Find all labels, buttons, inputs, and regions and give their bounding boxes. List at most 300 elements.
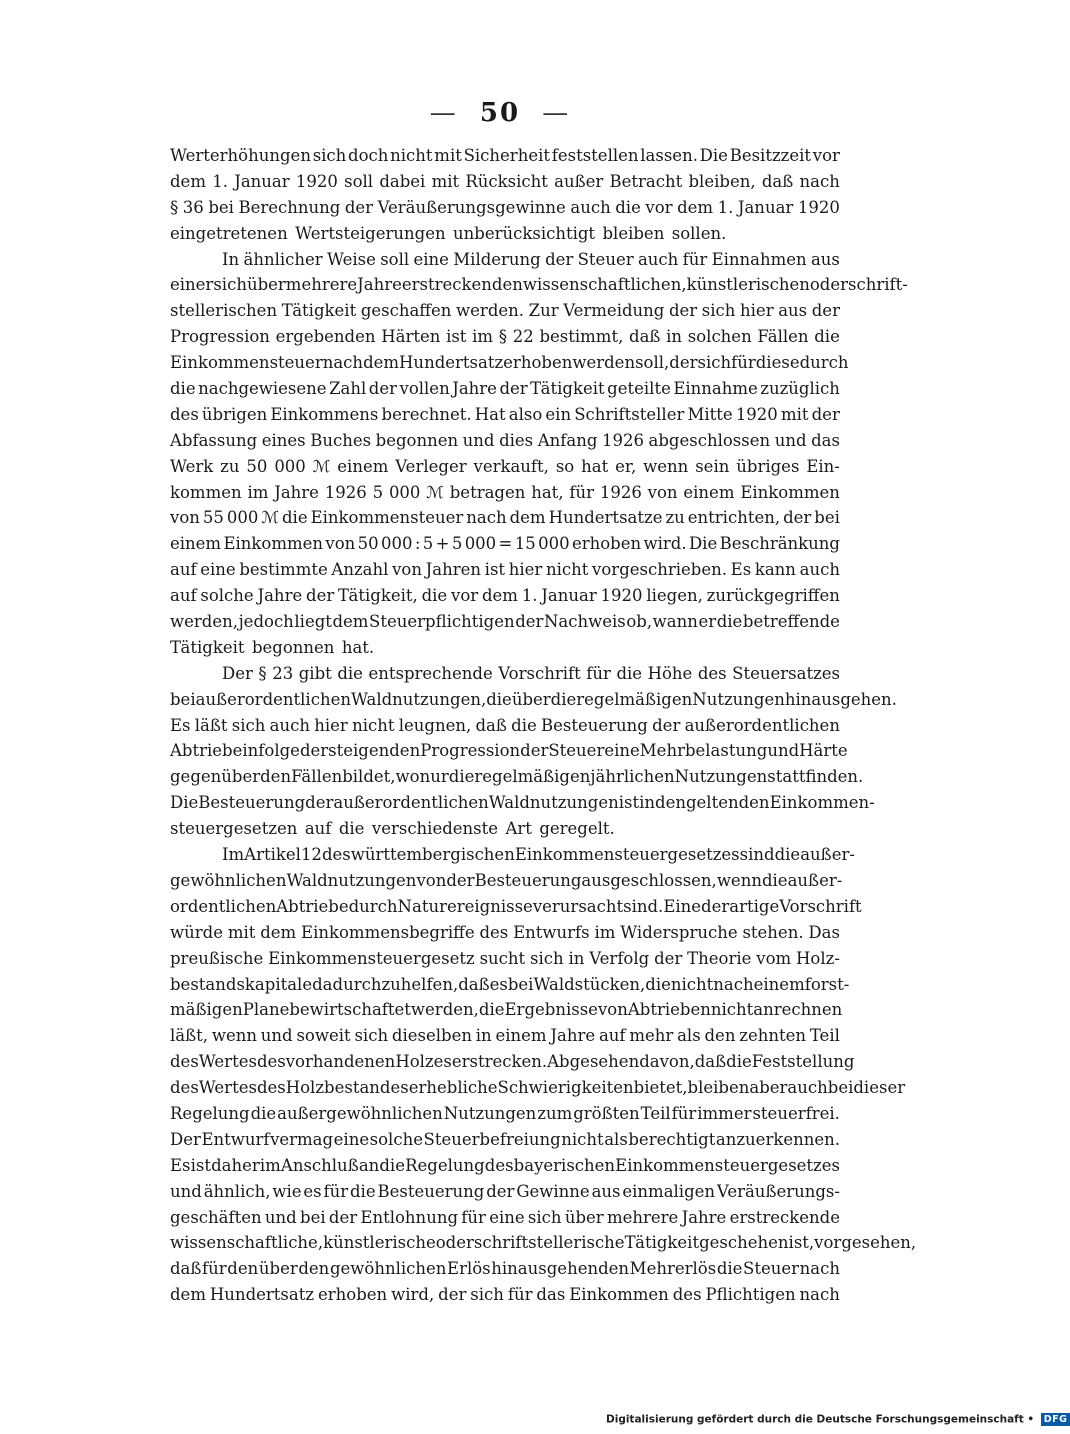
word: einer — [170, 275, 214, 295]
word: Regelung — [405, 1155, 485, 1175]
word: Steuerbefreiung — [423, 1129, 561, 1149]
word: künstlerischen — [686, 275, 810, 295]
word: jedoch — [238, 612, 294, 632]
word: Einnahme — [673, 379, 758, 399]
word: Steuersatzes — [732, 663, 840, 683]
word: des — [170, 1052, 199, 1072]
word: Das — [808, 922, 840, 942]
word: nicht — [561, 1129, 604, 1149]
word: für — [586, 663, 611, 683]
word: 000 — [538, 534, 570, 554]
word: ist — [484, 560, 506, 580]
word: außer — [554, 171, 604, 191]
text-line — [170, 1000, 843, 1026]
word: Beschränkung — [719, 534, 840, 554]
word: die — [281, 508, 308, 528]
word: daß — [629, 327, 661, 347]
word: wo — [395, 767, 420, 787]
word: vorgeschrieben. — [592, 560, 727, 580]
word: der — [499, 379, 528, 399]
word: und — [260, 1026, 293, 1046]
word: die — [761, 870, 788, 890]
word: mit — [227, 922, 256, 942]
word: der — [328, 1207, 358, 1227]
word: regelmäßigen — [576, 689, 693, 709]
word: vollen — [399, 379, 450, 399]
word: dies — [499, 430, 534, 450]
body-text — [170, 146, 917, 1311]
text-line — [170, 689, 897, 716]
word: von — [416, 870, 447, 890]
word: solche — [200, 586, 254, 606]
word: wissenschaftlichen, — [522, 275, 687, 295]
word: Einkommensteuergesetzes — [514, 845, 740, 865]
word: vor — [645, 197, 673, 217]
word: Waldnutzungen — [286, 870, 417, 890]
word: die — [338, 819, 365, 839]
word: die — [486, 689, 512, 709]
word: mehrere — [606, 1207, 679, 1227]
word: begonnen — [375, 430, 459, 450]
word: daß — [170, 1259, 202, 1279]
word: sind. — [623, 896, 664, 916]
word: Januar — [737, 197, 794, 217]
text-line — [170, 301, 840, 327]
word: Mitte — [687, 404, 733, 424]
word: Plane — [242, 1000, 290, 1020]
text-line — [170, 379, 840, 405]
word: + — [435, 534, 450, 554]
word: vermag — [270, 1129, 334, 1149]
word: und — [264, 1207, 297, 1227]
word: Mehrbelastung — [639, 741, 768, 761]
word: gegenüber — [170, 767, 261, 787]
word: ist — [190, 1155, 211, 1175]
word: nicht — [352, 715, 395, 735]
word: auf — [170, 586, 197, 606]
word: oder — [809, 275, 849, 295]
word: hinausgehen. — [784, 689, 897, 709]
word: die — [379, 1155, 405, 1175]
word: Ein- — [806, 456, 840, 476]
word: vorgesehen, — [814, 1233, 917, 1253]
word: nicht — [390, 146, 433, 165]
word: Tätigkeit — [170, 637, 245, 657]
word: Veräußerungs- — [716, 1181, 840, 1201]
word: verschiedenste — [371, 819, 499, 839]
word: soll — [344, 171, 374, 191]
word: entrichten, — [687, 508, 781, 528]
word: dem — [677, 197, 714, 217]
page-number: 50 — [479, 98, 521, 128]
word: Theorie — [687, 948, 752, 968]
word: Besteuerung — [474, 870, 582, 890]
word: 36 — [182, 197, 204, 217]
word: Buches — [310, 430, 372, 450]
word: regelmäßigen — [474, 767, 591, 787]
word: einem — [170, 534, 222, 554]
word: Steuer — [548, 741, 605, 761]
word: sich — [312, 146, 347, 165]
word: 1926 — [599, 482, 642, 502]
word: § — [170, 197, 179, 217]
word: stattfinden. — [767, 767, 864, 787]
word: Besteuerung — [541, 715, 648, 735]
word: des — [484, 1155, 514, 1175]
word: entsprechende — [368, 663, 493, 683]
word: aus — [810, 249, 840, 269]
word: nicht — [545, 560, 589, 580]
word: Holzes — [395, 1052, 452, 1072]
word: erhebliche — [408, 1078, 498, 1098]
word: Abfassung — [170, 430, 258, 450]
word: den — [704, 1026, 736, 1046]
word: Schriftsteller — [574, 404, 685, 424]
text-line — [170, 1285, 840, 1311]
word: 22 — [512, 327, 534, 347]
word: Abtriebe — [276, 896, 349, 916]
word: kann — [754, 560, 796, 580]
word: hat — [581, 456, 609, 476]
word: geltenden — [685, 793, 770, 813]
word: Tätigkeit — [281, 301, 357, 321]
text-line — [170, 586, 840, 612]
word: für — [671, 1103, 697, 1123]
word: immer — [697, 1103, 752, 1123]
word: die — [716, 1259, 743, 1279]
word: von — [597, 1000, 628, 1020]
word: die — [726, 1052, 752, 1072]
word: mit — [434, 146, 462, 165]
word: über — [258, 1259, 298, 1279]
word: soll — [380, 249, 410, 269]
word: Besteuerung — [198, 793, 306, 813]
word: läßt, — [170, 1026, 209, 1046]
word: Besteuerung — [377, 1181, 485, 1201]
word: der — [438, 1285, 467, 1305]
word: dabei — [379, 171, 426, 191]
word: Einkommen- — [769, 793, 875, 813]
word: 55 — [202, 508, 224, 528]
word: Berechnung — [238, 197, 341, 217]
word: Gewinne — [516, 1181, 590, 1201]
text-line — [170, 612, 840, 638]
word: die — [478, 1000, 505, 1020]
word: des — [672, 1285, 702, 1305]
word: mit — [780, 404, 809, 424]
word: 23 — [272, 663, 294, 683]
word: Teil — [640, 1103, 671, 1123]
word: einem — [683, 482, 735, 502]
word: Steuer — [743, 1259, 800, 1279]
word: den — [227, 1259, 259, 1279]
word: Tätigkeit — [624, 1233, 700, 1253]
word: durch — [348, 896, 398, 916]
word: Teil — [809, 1026, 840, 1046]
word: dem — [481, 586, 518, 606]
word: Regelung — [170, 1103, 250, 1123]
word: Holzbestandes — [285, 1078, 409, 1098]
word: für — [682, 249, 708, 269]
word: eine — [604, 741, 640, 761]
word: württembergischen — [350, 845, 515, 865]
word: Einkommen — [740, 482, 840, 502]
word: auch — [570, 197, 611, 217]
text-line — [170, 250, 840, 276]
word: das — [811, 430, 840, 450]
word: Anfang — [537, 430, 598, 450]
word: Vorschrift — [779, 896, 862, 916]
word: helfen, — [400, 974, 459, 994]
word: erhoben — [571, 534, 642, 554]
word: Es — [170, 1155, 191, 1175]
word: die — [448, 767, 475, 787]
word: für — [507, 1285, 533, 1305]
word: Tätigkeit, — [338, 586, 418, 606]
word: wird. — [643, 534, 687, 554]
word: liegen, — [646, 586, 703, 606]
word: auf — [598, 1026, 626, 1046]
word: Waldnutzungen, — [350, 689, 487, 709]
word: der — [545, 249, 574, 269]
word: Die — [699, 146, 728, 165]
word: und — [462, 430, 495, 450]
word: derartige — [701, 896, 780, 916]
text-line — [170, 1026, 840, 1052]
text-line — [170, 172, 840, 198]
word: Der — [222, 663, 253, 683]
word: das — [536, 1285, 566, 1305]
word: von — [392, 560, 422, 580]
word: dem — [170, 1285, 206, 1305]
word: sich — [470, 1285, 504, 1305]
word: bietet, — [633, 1078, 688, 1098]
page-header — [0, 98, 1000, 128]
word: Mehrerlös — [629, 1259, 717, 1279]
word: auf — [170, 560, 197, 580]
word: betragen — [449, 482, 526, 502]
word: sich — [530, 948, 564, 968]
word: Eine — [663, 896, 702, 916]
text-line — [170, 457, 840, 483]
text-line — [170, 327, 840, 353]
word: nicht — [670, 974, 714, 994]
word: 12 — [300, 845, 322, 865]
word: Hat — [474, 404, 506, 424]
word: zum — [537, 1103, 573, 1123]
word: von — [170, 508, 200, 528]
word: der — [446, 870, 475, 890]
word: dem — [260, 922, 297, 942]
word: im — [247, 482, 269, 502]
word: der — [305, 793, 334, 813]
word: für — [323, 1181, 349, 1201]
word: Waldnutzungen — [488, 793, 619, 813]
word: die — [774, 845, 801, 865]
word: geschäften — [170, 1207, 262, 1227]
word: bayerischen — [513, 1155, 616, 1175]
word: Werterhöhungen — [170, 146, 311, 165]
word: Rücksicht — [465, 171, 548, 191]
word: nach — [466, 508, 507, 528]
word: der — [654, 948, 683, 968]
word: Weise — [326, 249, 376, 269]
word: ℳ — [426, 482, 444, 502]
text-line — [170, 741, 848, 767]
word: wird, — [391, 1285, 435, 1305]
word: Wertes — [198, 1052, 257, 1072]
word: Der — [170, 1129, 201, 1149]
word: auf — [304, 819, 332, 839]
word: auch — [637, 249, 679, 269]
word: Abtriebe — [170, 741, 243, 761]
word: bleiben — [602, 223, 665, 243]
word: bestimmte — [239, 560, 328, 580]
word: Einkommen — [223, 534, 324, 554]
text-line — [170, 353, 849, 379]
word: dem — [363, 353, 400, 373]
word: Verleger — [395, 456, 467, 476]
word: davon, — [639, 1052, 695, 1072]
word: Entwurfs — [513, 922, 590, 942]
word: betreffende — [742, 612, 840, 632]
word: werden — [572, 353, 636, 373]
word: forst- — [804, 974, 850, 994]
word: den — [655, 793, 686, 813]
word: vorhandenen — [285, 1052, 396, 1072]
word: Betracht — [609, 171, 683, 191]
word: der — [668, 301, 698, 321]
word: Wertes — [198, 1078, 257, 1098]
word: Januar — [234, 171, 290, 191]
word: auch — [787, 1078, 828, 1098]
word: nachgewiesene — [198, 379, 327, 399]
word: daß — [475, 715, 507, 735]
word: : — [414, 534, 421, 554]
word: werden, — [170, 612, 238, 632]
word: auch — [799, 560, 840, 580]
word: aus — [591, 1181, 621, 1201]
word: mit — [431, 171, 460, 191]
word: steuerfrei. — [752, 1103, 840, 1123]
word: der — [486, 1181, 515, 1201]
word: Fällen — [757, 327, 809, 347]
word: sich — [354, 1026, 389, 1046]
word: Fällen — [291, 767, 343, 787]
word: Veräußerungsgewinne — [377, 197, 566, 217]
word: über — [511, 689, 551, 709]
word: Milderung — [453, 249, 541, 269]
word: eine — [200, 560, 236, 580]
word: 50 — [357, 534, 379, 554]
word: geschehen — [699, 1233, 789, 1253]
word: 5 — [372, 482, 384, 502]
text-line — [170, 1156, 840, 1182]
word: gibt — [298, 663, 332, 683]
word: bei — [170, 689, 196, 709]
word: durch — [799, 353, 849, 373]
word: Art — [505, 819, 532, 839]
word: sich — [213, 275, 247, 295]
word: Vorschrift — [498, 663, 581, 683]
word: Jahre — [452, 379, 497, 399]
word: Tätigkeit — [530, 379, 605, 399]
word: vor — [451, 586, 479, 606]
word: = — [498, 534, 513, 554]
word: geteilte — [607, 379, 671, 399]
word: ergebenden — [275, 327, 376, 347]
word: 1920 — [797, 197, 840, 217]
word: hier — [508, 560, 543, 580]
word: ℳ — [312, 456, 331, 476]
word: gewöhnlichen — [329, 1259, 447, 1279]
word: hat. — [341, 637, 375, 657]
text-line — [170, 638, 840, 664]
word: ist — [446, 327, 467, 347]
word: verkauft, — [473, 456, 549, 476]
word: werden, — [410, 1000, 479, 1020]
word: stehen. — [742, 922, 804, 942]
word: preußische — [170, 948, 264, 968]
word: wenn — [211, 1026, 257, 1046]
word: ob, — [626, 612, 653, 632]
word: für — [731, 353, 756, 373]
word: daß — [458, 974, 490, 994]
word: für — [202, 1259, 227, 1279]
word: erstrecken. — [451, 1052, 548, 1072]
word: als — [677, 1026, 701, 1046]
word: der — [669, 353, 698, 373]
word: der — [344, 197, 374, 217]
word: bewirtschaftet — [289, 1000, 411, 1020]
word: außerordentlichen — [684, 715, 840, 735]
text-line — [170, 974, 850, 1001]
word: Im — [222, 845, 245, 865]
word: ausgeschlossen, — [581, 870, 717, 890]
word: 1920 — [735, 404, 778, 424]
text-line — [170, 819, 840, 845]
text-line — [170, 716, 840, 742]
word: nicht — [710, 1000, 754, 1020]
word: Einkommens — [270, 404, 379, 424]
word: Die — [688, 534, 718, 554]
word: außer- — [787, 870, 843, 890]
text-line — [170, 508, 840, 534]
word: und — [774, 430, 807, 450]
text-line — [170, 534, 840, 560]
word: hier — [314, 715, 348, 735]
word: daß — [761, 171, 794, 191]
word: 000 — [226, 508, 259, 528]
word: den — [260, 767, 292, 787]
word: nach — [799, 1259, 840, 1279]
word: Vermeidung — [563, 301, 665, 321]
word: der — [783, 508, 812, 528]
word: sich — [231, 715, 266, 735]
word: kommen — [170, 482, 242, 502]
word: schriftstellerische — [473, 1233, 625, 1253]
word: hier — [740, 301, 774, 321]
word: der — [652, 715, 681, 735]
word: läßt — [194, 715, 228, 735]
word: mehr — [629, 1026, 674, 1046]
word: anrechnen — [753, 1000, 843, 1020]
word: geschaffen — [360, 301, 452, 321]
word: also — [508, 404, 543, 424]
word: Jahre — [357, 275, 402, 295]
word: Abgesehen — [547, 1052, 640, 1072]
text-line — [170, 793, 875, 819]
